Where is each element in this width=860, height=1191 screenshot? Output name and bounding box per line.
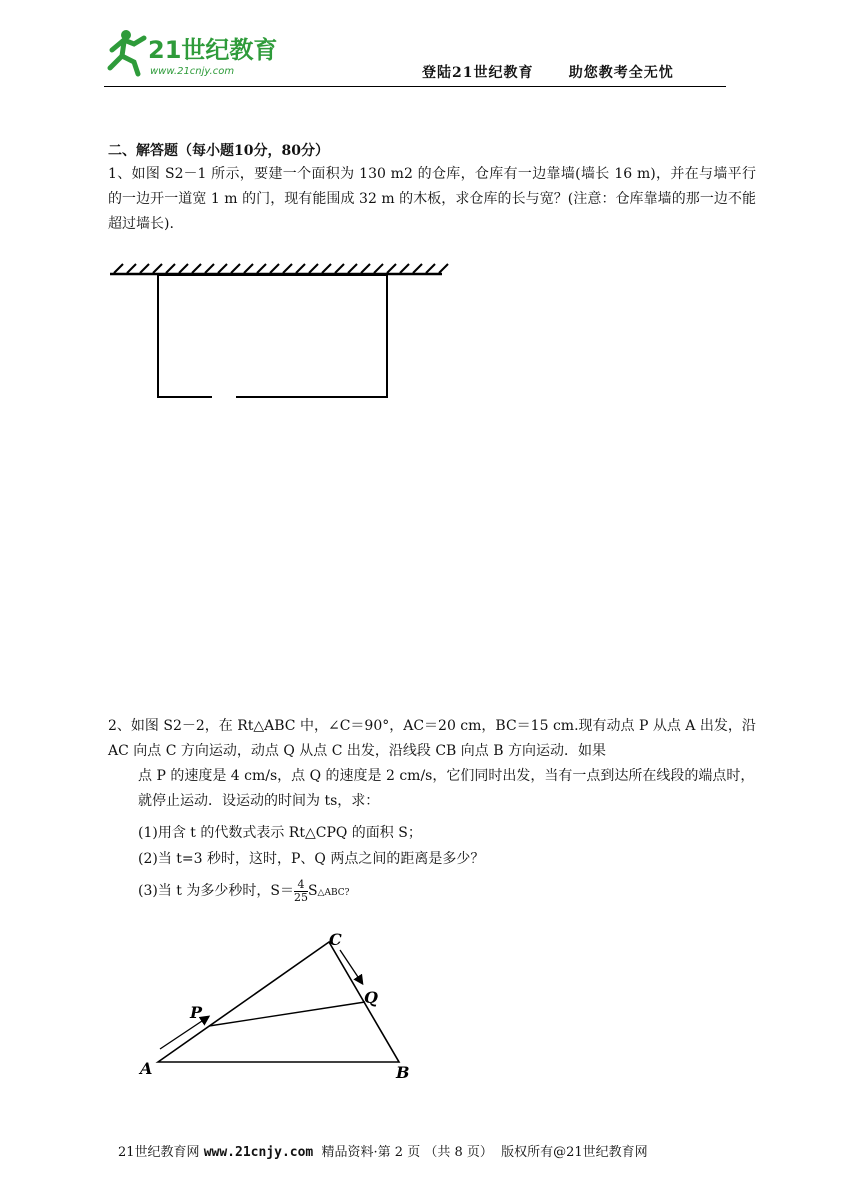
question-1-text: 1、如图 S2－1 所示，要建一个面积为 130 m2 的仓库，仓库有一边靠墙(墙长 16 m)，并在与墙平行的一边开一道宽 1 m 的门，现有能围成 32 m 的木板，求仓库的长与宽？(注意：仓库靠墙的那一边不能超过墙长). — [108, 166, 756, 232]
hatch-mark — [231, 264, 240, 273]
footer-site-name: 21世纪教育网 — [118, 1145, 200, 1160]
hatch-mark — [322, 264, 331, 273]
question-2 — [108, 714, 756, 814]
hatch-mark — [348, 264, 357, 273]
hatch-mark — [218, 264, 227, 273]
hatch-mark — [387, 264, 396, 273]
label-c: C — [329, 930, 342, 949]
hatch-mark — [114, 264, 123, 273]
hatch-mark — [179, 264, 188, 273]
hatch-mark — [140, 264, 149, 273]
area-symbol: S — [307, 883, 318, 899]
area-subscript: △ABC? — [317, 888, 350, 898]
hatch-mark — [374, 264, 383, 273]
hatch-mark — [127, 264, 136, 273]
hatch-mark — [205, 264, 214, 273]
hatch-mark — [400, 264, 409, 273]
fraction-denominator: 25 — [293, 890, 308, 904]
footer-url[interactable]: www.21cnjy.com — [203, 1145, 314, 1160]
fraction-numerator: 4 — [294, 879, 308, 892]
hatch-mark — [283, 264, 292, 273]
wall-hatching — [114, 264, 448, 273]
segment-pq — [209, 1002, 365, 1026]
header-rule — [104, 86, 726, 87]
hatch-mark — [166, 264, 175, 273]
hatch-mark — [270, 264, 279, 273]
hatch-mark — [439, 264, 448, 273]
figure-s2-1-warehouse — [104, 262, 449, 402]
subquestion-3 — [138, 878, 484, 904]
label-a: A — [140, 1059, 153, 1078]
hatch-mark — [309, 264, 318, 273]
hatch-mark — [413, 264, 422, 273]
figure-s2-2-triangle — [130, 925, 420, 1085]
label-b: B — [396, 1063, 410, 1082]
hatch-mark — [244, 264, 253, 273]
label-p: P — [190, 1003, 203, 1022]
hatch-mark — [335, 264, 344, 273]
hatch-mark — [296, 264, 305, 273]
section-heading: 二、解答题（每小题10分，80分） — [108, 143, 329, 159]
warehouse-outline — [158, 275, 387, 397]
runner-icon — [110, 30, 144, 74]
question-2-subparts — [138, 820, 484, 904]
label-q: Q — [364, 988, 378, 1007]
footer-page-info: 精品资料·第 2 页 （共 8 页） — [321, 1145, 493, 1160]
svg-text:www.21cnjy.com: www.21cnjy.com — [150, 66, 235, 77]
subquestion-3-prefix: (3)当 t 为多少秒时，S＝ — [138, 883, 294, 899]
hatch-mark — [257, 264, 266, 273]
hatch-mark — [192, 264, 201, 273]
fraction-4-25 — [294, 879, 308, 904]
page-footer — [118, 1141, 648, 1160]
subquestion-2: (2)当 t=3 秒时，这时，P、Q 两点之间的距离是多少？ — [138, 851, 485, 867]
question-2-line1: 2、如图 S2－2，在 Rt△ABC 中，∠C＝90°，AC＝20 cm，BC＝15 cm.现有动点 P 从点 A 出发，沿 AC 向点 C 方向运动，动点 Q 从点 C 出发，沿线段 CB 向点 B 方向运动．如果 — [108, 718, 756, 759]
hatch-mark — [153, 264, 162, 273]
slogan-left: 登陆21世纪教育 — [422, 65, 534, 81]
header-slogan — [422, 62, 674, 82]
footer-copyright: 版权所有@21世纪教育网 — [501, 1145, 648, 1160]
slogan-right: 助您教考全无忧 — [568, 65, 674, 81]
svg-text:21世纪教育: 21世纪教育 — [148, 36, 278, 64]
subquestion-1: (1)用含 t 的代数式表示 Rt△CPQ 的面积 S； — [138, 825, 422, 841]
question-2-line2: 点 P 的速度是 4 cm/s，点 Q 的速度是 2 cm/s，它们同时出发，当有一点到达所在线段的端点时，就停止运动．设运动的时间为 ts，求： — [138, 768, 755, 809]
site-logo — [104, 26, 304, 80]
hatch-mark — [361, 264, 370, 273]
hatch-mark — [426, 264, 435, 273]
